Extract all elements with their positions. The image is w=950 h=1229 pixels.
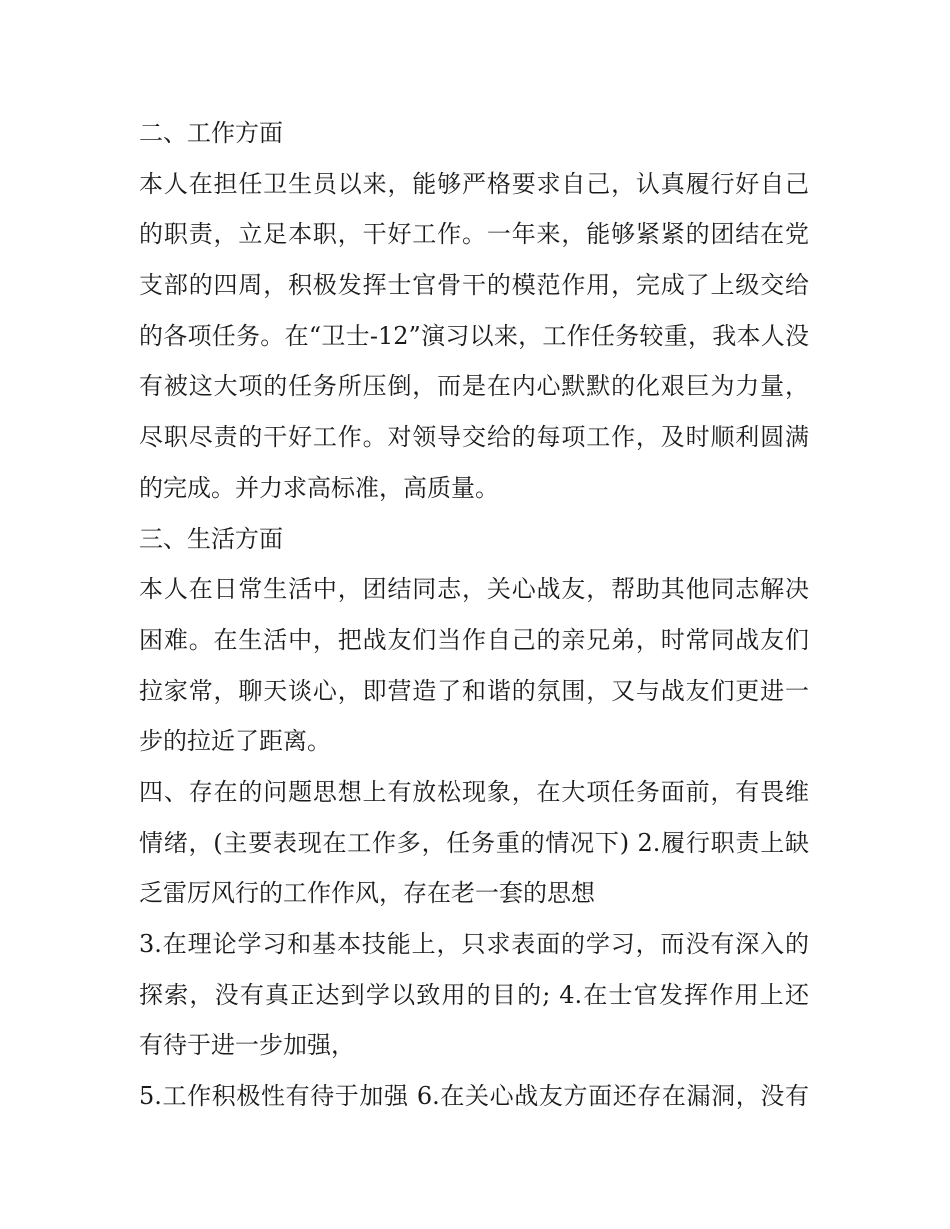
- paragraph-line: 探索，没有真正达到学以致用的目的; 4.在士官发挥作用上还: [139, 980, 809, 1009]
- paragraph-line: 3.在理论学习和基本技能上，只求表面的学习，而没有深入的: [139, 930, 809, 958]
- paragraph-line: 拉家常，聊天谈心，即营造了和谐的氛围，又与战友们更进一: [139, 676, 809, 705]
- paragraph-line: 本人在担任卫生员以来，能够严格要求自己，认真履行好自己: [139, 169, 809, 198]
- paragraph-line: 有被这大项的任务所压倒，而是在内心默默的化艰巨为力量，: [139, 372, 809, 401]
- paragraph-line: 尽职尽责的干好工作。对领导交给的每项工作，及时顺利圆满: [139, 423, 809, 452]
- section-heading-problems: 四、存在的问题思想上有放松现象，在大项任务面前，有畏维: [139, 777, 809, 806]
- paragraph-line: 支部的四周，积极发挥士官骨干的模范作用，完成了上级交给: [139, 271, 809, 300]
- paragraph-line: 情绪，(主要表现在工作多，任务重的情况下) 2.履行职责上缺: [139, 828, 809, 857]
- section-heading-work: 二、工作方面: [139, 119, 283, 147]
- document-body: [139, 108, 829, 1122]
- section-heading-life: 三、生活方面: [139, 524, 283, 553]
- paragraph-line: 5.工作积极性有待于加强 6.在关心战友方面还存在漏洞，没有: [139, 1082, 809, 1111]
- paragraph-line: 的各项任务。在“卫士-12”演习以来，工作任务较重，我本人没: [139, 321, 809, 350]
- paragraph-line: 的完成。并力求高标准，高质量。: [139, 473, 499, 502]
- paragraph-line: 的职责，立足本职，干好工作。一年来，能够紧紧的团结在党: [139, 220, 809, 249]
- paragraph-line: 步的拉近了距离。: [139, 727, 331, 756]
- paragraph-line: 困难。在生活中，把战友们当作自己的亲兄弟，时常同战友们: [139, 625, 809, 654]
- paragraph-line: 乏雷厉风行的工作作风，存在老一套的思想: [139, 879, 595, 908]
- paragraph-line: 有待于进一步加强，: [139, 1031, 355, 1060]
- paragraph-line: 本人在日常生活中，团结同志，关心战友，帮助其他同志解决: [139, 575, 809, 604]
